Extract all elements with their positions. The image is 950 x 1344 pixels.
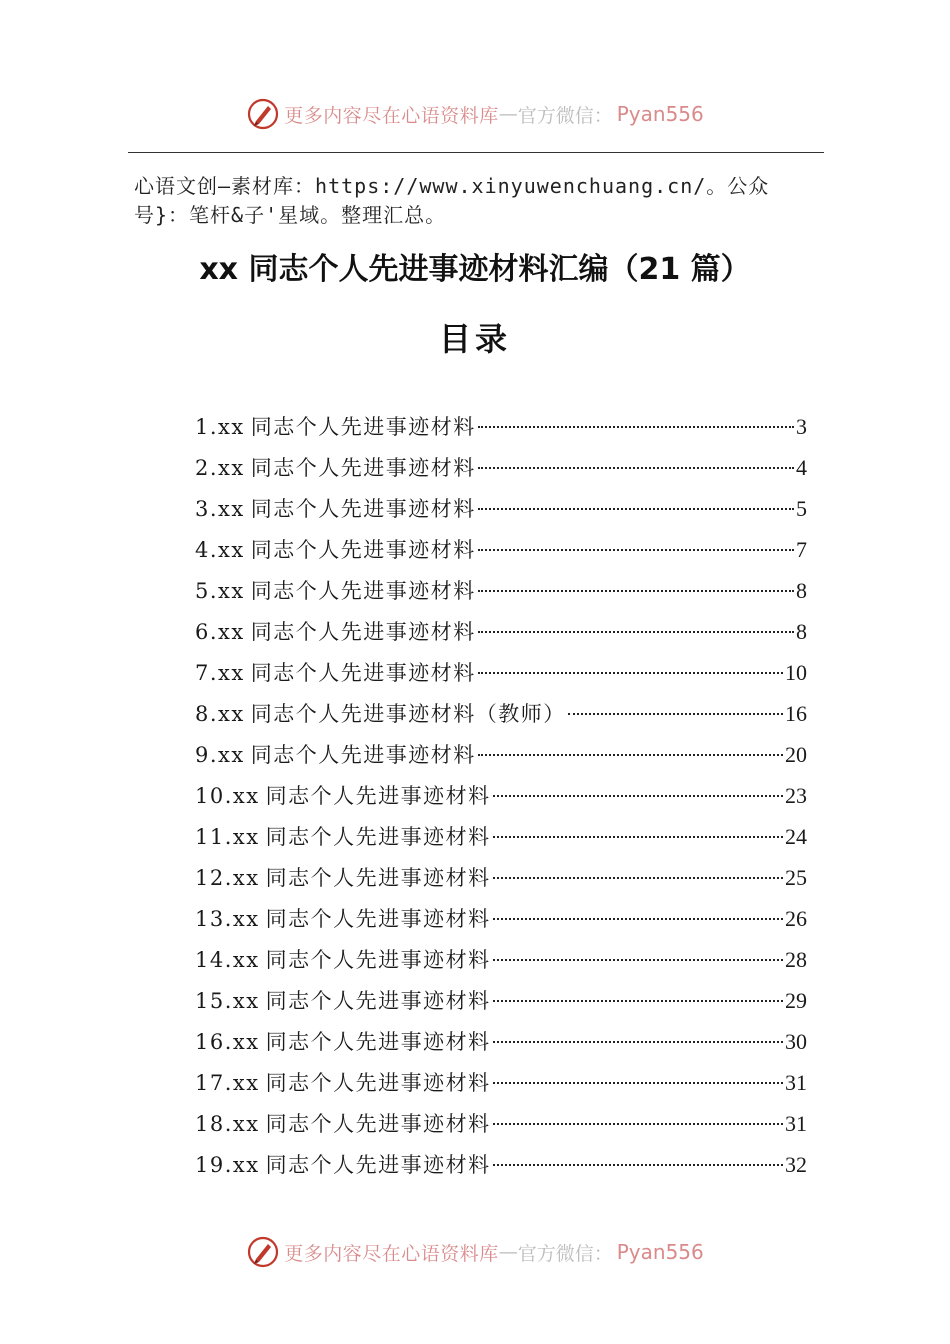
toc-dot-leader [493,877,783,879]
toc-entry-title: 同志个人先进事迹材料 [265,1071,491,1095]
toc-entry-page: 30 [785,1029,807,1054]
toc-entry-title: 同志个人先进事迹材料 [250,538,476,562]
toc-dot-leader [493,1000,783,1002]
footer-banner [0,1232,950,1272]
toc-entry-number: 3.xx [195,497,245,521]
toc-entry[interactable] [195,447,807,488]
toc-dot-leader [478,426,794,428]
toc-dot-leader [493,836,783,838]
toc-entry-title: 同志个人先进事迹材料 [250,415,476,439]
toc-entry-number: 19.xx [195,1153,260,1177]
toc-entry-title: 同志个人先进事迹材料（教师） [250,702,566,726]
banner-dash: — [498,1241,518,1263]
toc-dot-leader [493,1164,783,1166]
intro-paragraph: 心语文创—素材库：https://www.xinyuwenchuang.cn/。公众号}：笔杆&子'星域。整理汇总。 [134,174,770,227]
toc-entry-title: 同志个人先进事迹材料 [265,1153,491,1177]
toc-dot-leader [493,1123,783,1125]
toc-entry-number: 11.xx [195,825,260,849]
toc-entry-number: 5.xx [195,579,245,603]
document-title: xx 同志个人先进事迹材料汇编（21 篇） [199,252,751,287]
toc-entry-page: 31 [785,1111,807,1136]
toc-entry-number: 10.xx [195,784,260,808]
toc-entry-page: 5 [796,496,807,521]
toc-dot-leader [493,959,783,961]
toc-entry-page: 24 [785,824,807,849]
toc-dot-leader [478,672,783,674]
toc-entry-page: 8 [796,619,807,644]
toc-dot-leader [478,754,783,756]
toc-entry-title: 同志个人先进事迹材料 [265,866,491,890]
toc-entry[interactable] [195,939,807,980]
toc-entry-title: 同志个人先进事迹材料 [265,907,491,931]
banner-wechat-id: Pyan556 [616,102,704,126]
toc-entry-title: 同志个人先进事迹材料 [265,989,491,1013]
toc-entry[interactable] [195,857,807,898]
toc-entry-page: 31 [785,1070,807,1095]
toc-entry-page: 23 [785,783,807,808]
toc-entry-title: 同志个人先进事迹材料 [250,661,476,685]
toc-entry-number: 2.xx [195,456,245,480]
toc-entry[interactable] [195,1144,807,1185]
toc-entry-number: 16.xx [195,1030,260,1054]
toc-entry-number: 6.xx [195,620,245,644]
toc-entry-page: 25 [785,865,807,890]
toc-dot-leader [568,713,783,715]
toc-entry-title: 同志个人先进事迹材料 [265,825,491,849]
toc-entry-number: 14.xx [195,948,260,972]
toc-entry[interactable] [195,1021,807,1062]
toc-entry[interactable] [195,693,807,734]
toc-entry-page: 3 [796,414,807,439]
toc-entry[interactable] [195,1103,807,1144]
banner-label: 官方微信： [517,104,613,127]
header-divider [128,152,824,153]
toc-entry-title: 同志个人先进事迹材料 [250,497,476,521]
toc-entry-page: 8 [796,578,807,603]
toc-dot-leader [478,467,794,469]
toc-entry-title: 同志个人先进事迹材料 [265,784,491,808]
toc-entry-number: 7.xx [195,661,245,685]
pen-logo-icon [246,97,280,131]
toc-entry-number: 9.xx [195,743,245,767]
toc-entry[interactable] [195,980,807,1021]
toc-entry-page: 26 [785,906,807,931]
banner-label: 官方微信： [517,1242,613,1265]
toc-dot-leader [478,631,794,633]
table-of-contents [195,406,807,1185]
toc-entry-page: 10 [785,660,807,685]
toc-dot-leader [493,1082,783,1084]
pen-logo-icon [246,1235,280,1269]
toc-entry-title: 同志个人先进事迹材料 [250,456,476,480]
toc-entry-page: 16 [785,701,807,726]
toc-entry[interactable] [195,816,807,857]
toc-entry-page: 29 [785,988,807,1013]
toc-entry-number: 12.xx [195,866,260,890]
toc-entry[interactable] [195,529,807,570]
toc-entry-title: 同志个人先进事迹材料 [250,620,476,644]
toc-entry[interactable] [195,898,807,939]
toc-entry[interactable] [195,652,807,693]
toc-dot-leader [493,1041,783,1043]
toc-entry-title: 同志个人先进事迹材料 [265,948,491,972]
toc-dot-leader [478,590,794,592]
toc-entry-title: 同志个人先进事迹材料 [250,579,476,603]
toc-entry-number: 1.xx [195,415,245,439]
toc-entry[interactable] [195,1062,807,1103]
toc-entry-title: 同志个人先进事迹材料 [265,1112,491,1136]
toc-entry-page: 20 [785,742,807,767]
toc-dot-leader [493,795,783,797]
toc-entry-number: 17.xx [195,1071,260,1095]
toc-entry[interactable] [195,775,807,816]
header-banner [0,94,950,134]
toc-entry-page: 28 [785,947,807,972]
toc-dot-leader [478,508,794,510]
toc-entry[interactable] [195,611,807,652]
toc-entry-number: 13.xx [195,907,260,931]
toc-entry-number: 18.xx [195,1112,260,1136]
banner-text: 更多内容尽在心语资料库 [284,104,499,127]
toc-dot-leader [478,549,794,551]
toc-heading: 目录 [438,320,511,358]
toc-entry-page: 32 [785,1152,807,1177]
toc-entry[interactable] [195,406,807,447]
toc-entry[interactable] [195,734,807,775]
toc-dot-leader [493,918,783,920]
toc-entry-number: 4.xx [195,538,245,562]
toc-entry-page: 7 [796,537,807,562]
banner-text: 更多内容尽在心语资料库 [284,1242,499,1265]
toc-entry-title: 同志个人先进事迹材料 [250,743,476,767]
banner-wechat-id: Pyan556 [616,1240,704,1264]
toc-entry-title: 同志个人先进事迹材料 [265,1030,491,1054]
toc-entry-number: 8.xx [195,702,245,726]
toc-entry[interactable] [195,570,807,611]
toc-entry-page: 4 [796,455,807,480]
banner-dash: — [498,103,518,125]
toc-entry-number: 15.xx [195,989,260,1013]
toc-entry[interactable] [195,488,807,529]
